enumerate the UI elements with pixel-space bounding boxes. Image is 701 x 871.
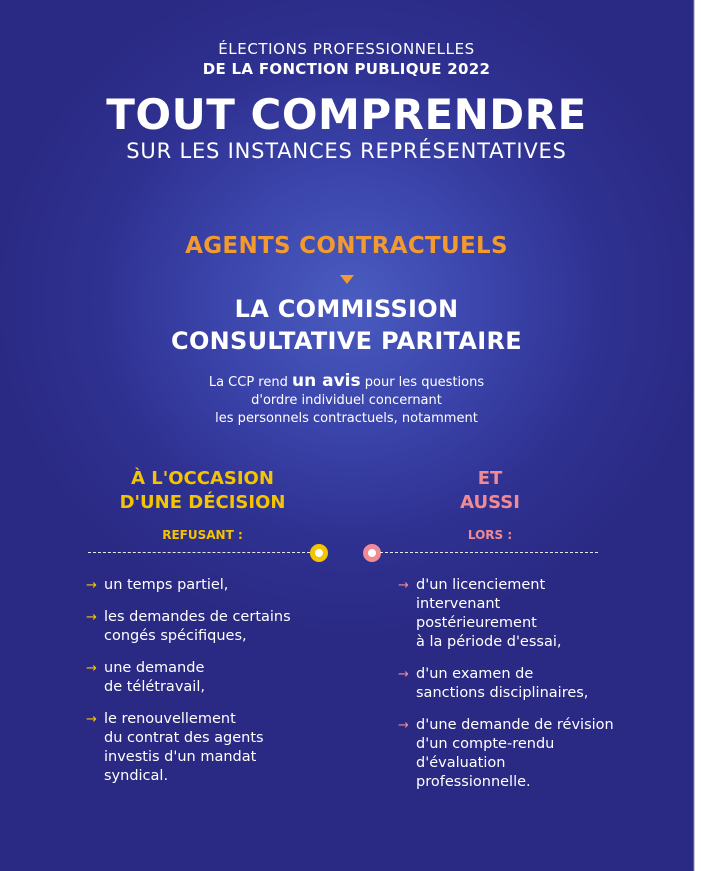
left-dashed-divider [88, 552, 310, 553]
list-item: → les demandes de certains congés spécifiques, [86, 609, 291, 644]
list-item: → d'un examen de sanctions disciplinaires, [398, 666, 589, 701]
intro-line-1 [0, 372, 693, 392]
left-column-heading [90, 467, 315, 515]
arrow-right-icon: → [398, 718, 409, 733]
right-list [398, 576, 668, 805]
list-item: → un temps partiel, [86, 577, 229, 593]
right-heading-line-2: AUSSI [460, 492, 520, 513]
kicker-line-1: ÉLECTIONS PROFESSIONNELLES [218, 40, 475, 58]
arrow-right-icon: → [398, 578, 409, 593]
page-title: TOUT COMPRENDRE [106, 90, 587, 139]
list-item: → d'un licenciement intervenant postérieurement à la période d'essai, [398, 577, 562, 650]
arrow-right-icon: → [86, 712, 97, 727]
right-heading-line-1: ET [477, 468, 503, 489]
right-column-heading [435, 467, 545, 515]
kicker-line-2: DE LA FONCTION PUBLIQUE 2022 [202, 60, 491, 78]
intro-emphasis: un avis [292, 371, 361, 391]
right-column-subheading: LORS : [467, 528, 513, 542]
yellow-dot-icon [310, 544, 328, 562]
page-edge [694, 0, 701, 871]
list-item: → d'une demande de révision d'un compte-rendu d'évaluation professionnelle. [398, 717, 614, 790]
list-item: → le renouvellement du contrat des agents investis d'un mandat syndical. [86, 711, 264, 784]
arrow-right-icon: → [86, 578, 97, 593]
section-heading-line-2: CONSULTATIVE PARITAIRE [171, 327, 522, 355]
section-heading-line-1: LA COMMISSION [234, 295, 459, 323]
page-subtitle: SUR LES INSTANCES REPRÉSENTATIVES [126, 139, 567, 163]
pink-dot-icon [363, 544, 381, 562]
intro-line-3: les personnels contractuels, notamment [215, 411, 478, 426]
category-heading: AGENTS CONTRACTUELS [185, 233, 508, 259]
triangle-down-icon [340, 275, 354, 284]
arrow-right-icon: → [86, 661, 97, 676]
list-item: → une demande de télétravail, [86, 660, 205, 695]
right-dashed-divider [380, 552, 598, 553]
intro-line-1-before: La CCP rend [208, 375, 292, 390]
arrow-right-icon: → [398, 667, 409, 682]
arrow-right-icon: → [86, 610, 97, 625]
section-heading [0, 293, 693, 357]
left-column-subheading: REFUSANT : [162, 528, 243, 542]
intro-line-2: d'ordre individuel concernant [251, 393, 442, 408]
intro-text [0, 372, 693, 428]
left-heading-line-2: D'UNE DÉCISION [119, 492, 286, 513]
intro-line-1-after: pour les questions [360, 375, 485, 390]
left-list [86, 576, 356, 799]
left-heading-line-1: À L'OCCASION [131, 468, 274, 489]
